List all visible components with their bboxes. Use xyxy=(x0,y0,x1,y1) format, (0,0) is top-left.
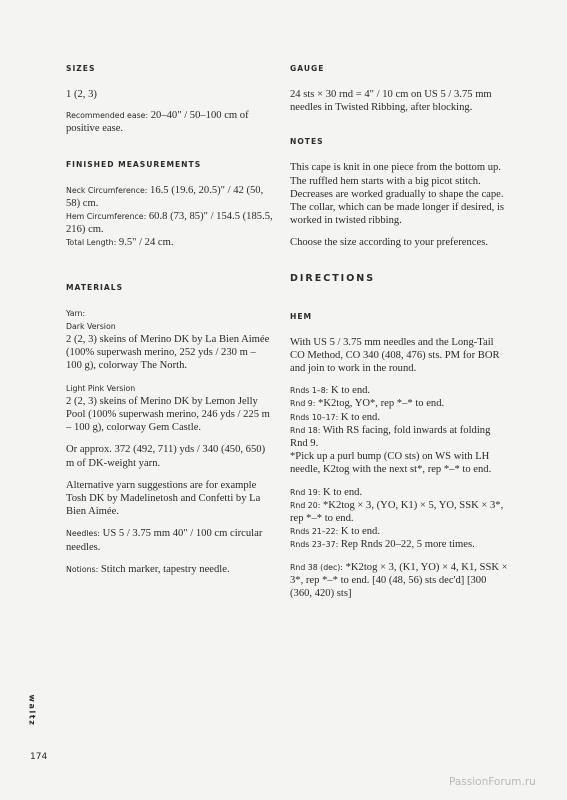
materials-heading: MATERIALS xyxy=(66,282,124,292)
notions: Notions: Stitch marker, tapestry needle. xyxy=(66,563,230,575)
notes-text: This cape is knit in one piece from the bottom up. The ruffled hem starts with a big picot stitch. Decreases are worked gradually to shape the cape. The collar, which can be made longer if desired, is worked in twisted ribbing. xyxy=(290,162,505,227)
finished-measurements-heading: FINISHED MEASUREMENTS xyxy=(66,159,202,169)
hem-circumference: Hem Circumference: 60.8 (73, 85)" / 154.5 (185.5, 216) cm. xyxy=(66,211,273,236)
sizes-value: 1 (2, 3) xyxy=(66,89,97,100)
left-column xyxy=(66,64,274,576)
neck-circumference: Neck Circumference: 16.5 (19.6, 20.5)" / 42 (50, 58) cm. xyxy=(66,184,264,209)
round-38: Rnd 38 (dec): *K2tog × 3, (K1, YO) × 4, K1, SSK × 3*, rep *–* to end. [40 (48, 56) sts dec'd] [300 (360, 420) sts] xyxy=(290,561,508,600)
gauge-heading: GAUGE xyxy=(290,64,325,73)
round-19: Rnd 19: K to end. xyxy=(290,486,363,498)
light-pink-text: 2 (2, 3) skeins of Merino DK by Lemon Jelly Pool (100% superwash merino, 246 yds / 225 m – 100 g), colorway Gem Castle. xyxy=(66,395,270,434)
sizes-heading: SIZES xyxy=(66,64,96,73)
round-23-37: Rnds 23–37: Rep Rnds 20–22, 5 more times. xyxy=(290,539,475,551)
hem-intro: With US 5 / 3.75 mm needles and the Long-Tail CO Method, CO 340 (408, 476) sts. PM for BOR and join to work in the round. xyxy=(290,336,500,375)
round-18: Rnd 18: With RS facing, fold inwards at folding Rnd 9. xyxy=(290,424,491,450)
round-21-22: Rnds 21–22: K to end. xyxy=(290,526,380,538)
directions-heading: DIRECTIONS xyxy=(290,272,376,284)
yarn-approx: Or approx. 372 (492, 711) yds / 340 (450, 650) m of DK-weight yarn. xyxy=(66,444,266,469)
yarn-label: Yarn: xyxy=(66,308,86,318)
hem-heading: HEM xyxy=(290,311,313,321)
total-length: Total Length: 9.5" / 24 cm. xyxy=(66,237,174,249)
round-20: Rnd 20: *K2tog × 3, (YO, K1) × 5, YO, SSK × 3*, rep *–* to end. xyxy=(290,499,504,525)
notes-heading: NOTES xyxy=(290,137,324,147)
dark-version-text: 2 (2, 3) skeins of Merino DK by La Bien Aimée (100% superwash merino, 252 yds / 230 m – 100 g), colorway The North. xyxy=(66,334,270,372)
round-10-17: Rnds 10–17: K to end. xyxy=(290,411,380,423)
watermark: PassionForum.ru xyxy=(449,776,536,788)
round-18-sub: *Pick up a purl bump (CO sts) on WS with LH needle, K2tog with the next st*, rep *–* to end. xyxy=(290,451,492,476)
gauge-text: 24 sts × 30 rnd = 4" / 10 cm on US 5 / 3.75 mm needles in Twisted Ribbing, after blocking. xyxy=(290,89,492,114)
notes-size-text: Choose the size according to your preferences. xyxy=(290,237,488,249)
round-1-8: Rnds 1–8: K to end. xyxy=(290,385,371,397)
alt-yarn: Alternative yarn suggestions are for example Tosh DK by Madelinetosh and Confetti by La Bien Aimée. xyxy=(66,479,261,518)
side-label: waltz xyxy=(27,694,37,727)
rounds-block-2 xyxy=(290,486,510,552)
light-pink-label: Light Pink Version xyxy=(66,383,136,393)
rounds-block-1 xyxy=(290,384,510,476)
recommended-ease: Recommended ease: 20–40" / 50–100 cm of positive ease. xyxy=(66,110,249,135)
page-number: 174 xyxy=(30,752,48,762)
right-column xyxy=(290,64,510,600)
needles: Needles: US 5 / 3.75 mm 40" / 100 cm circular needles. xyxy=(66,528,263,553)
round-9: Rnd 9: *K2tog, YO*, rep *–* to end. xyxy=(290,398,445,410)
dark-version-label: Dark Version xyxy=(66,321,116,331)
